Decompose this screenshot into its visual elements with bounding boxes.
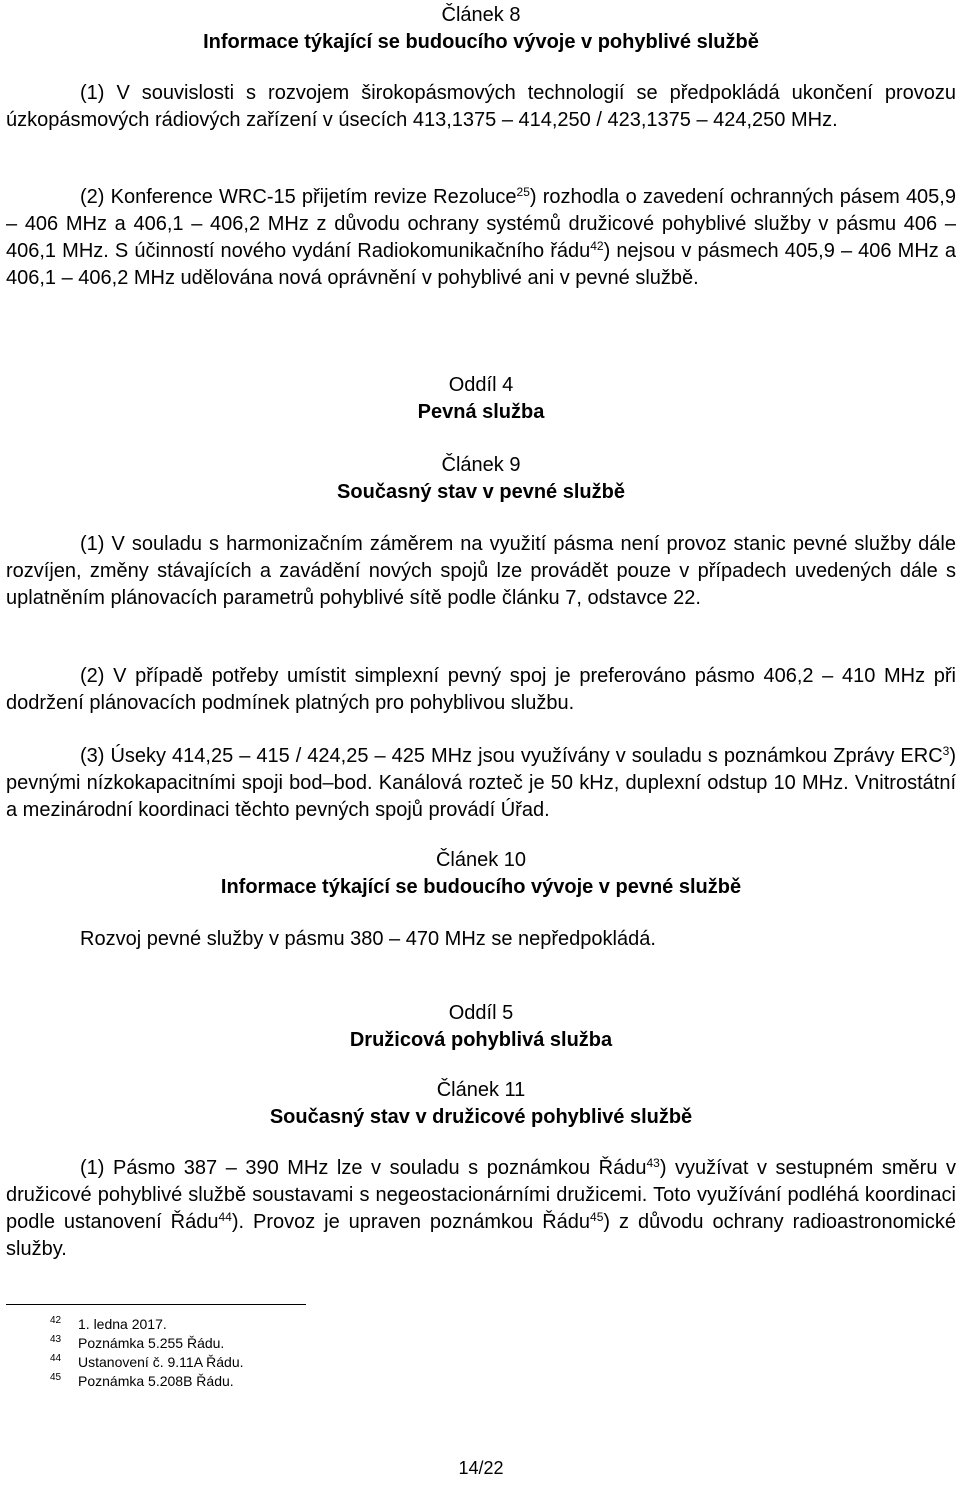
- footnote-number: 42: [50, 1315, 62, 1326]
- article-11-p1-text-c: ). Provoz je upraven poznámkou Řádu: [231, 1211, 591, 1233]
- article-9-title: Současný stav v pevné službě: [337, 481, 625, 503]
- article-9-paragraph-2: (2) V případě potřeby umístit simplexní pevný spoj je preferováno pásmo 406,2 – 410 MHz při dodržení plánovacích podmínek platných pro pohyblivou službu.: [6, 665, 956, 714]
- footnote-ref-44: 44: [218, 1210, 232, 1224]
- footnote-text: Poznámka 5.208B Řádu.: [78, 1373, 234, 1389]
- article-9-heading: [6, 452, 956, 506]
- article-8-title: Informace týkající se budoucího vývoje v pohyblivé službě: [203, 31, 759, 53]
- footnote-ref-42: 42: [590, 239, 604, 253]
- article-9-paragraph-1: (1) V souladu s harmonizačním záměrem na využití pásma není provoz stanic pevné služby dále rozvíjen, změny stávajících a zavádění nových spojů lze provádět pouze v případech uvedených dále s uplatněním plánovacích parametrů pohyblivé sítě podle článku 7, odstavce 22.: [6, 533, 956, 609]
- article-11-title: Současný stav v družicové pohyblivé službě: [269, 1106, 693, 1128]
- section-4-heading: [6, 372, 956, 426]
- article-8-number: Článek 8: [441, 4, 521, 26]
- footnote-ref-43: 43: [646, 1156, 660, 1170]
- footnote-text: Poznámka 5.255 Řádu.: [78, 1335, 225, 1351]
- article-8-p2-text-b: ) rozhodla o zavedení ochranných pásem 405,9 – 406 MHz a 406,1 – 406,2 MHz z důvodu ochrany systémů družicové pohyblivé služby v pásmu 406 – 406,1 MHz. S účinností nového vydání Radiokomunikačního řádu: [6, 186, 956, 262]
- article-8-paragraph-2: [6, 184, 956, 292]
- article-9-p3-text-a: (3) Úseky 414,25 – 415 / 424,25 – 425 MHz jsou využívány v souladu s poznámkou Zprávy ERC: [80, 745, 943, 767]
- footnote-item: [50, 1315, 244, 1334]
- footnote-list: [50, 1315, 244, 1391]
- article-11-number: Článek 11: [436, 1079, 526, 1101]
- section-5-number: Oddíl 5: [448, 1002, 514, 1024]
- article-8-p2-text-a: (2) Konference WRC-15 přijetím revize Rezoluce: [80, 186, 517, 208]
- footnote-text: 1. ledna 2017.: [78, 1316, 167, 1332]
- footnote-number: 44: [50, 1353, 62, 1364]
- footnote-ref-3: 3: [942, 744, 950, 758]
- section-5-title: Družicová pohyblivá služba: [349, 1029, 613, 1051]
- article-9-number: Článek 9: [441, 454, 521, 476]
- footnote-separator: [6, 1304, 306, 1305]
- footnote-item: [50, 1353, 244, 1372]
- section-4-title: Pevná služba: [417, 401, 545, 423]
- footnote-ref-45: 45: [590, 1210, 604, 1224]
- footnote-number: 43: [50, 1334, 62, 1345]
- footnote-number: 45: [50, 1372, 62, 1383]
- article-10-paragraph-1: Rozvoj pevné služby v pásmu 380 – 470 MHz se nepředpokládá.: [80, 928, 656, 950]
- article-9-paragraph-3: [6, 743, 956, 824]
- section-5-heading: [6, 1000, 956, 1054]
- article-11-p1-text-a: (1) Pásmo 387 – 390 MHz lze v souladu s poznámkou Řádu: [80, 1157, 647, 1179]
- article-9-p3-text-b: ) pevnými nízkokapacitními spoji bod–bod. Kanálová rozteč je 50 kHz, duplexní odstup 10 MHz. Vnitrostátní a mezinárodní koordinaci těchto pevných spojů provádí Úřad.: [6, 745, 956, 821]
- article-11-p1-text-b: ) využívat v sestupném směru v družicové pohyblivé službě soustavami s negeostacionárními družicemi. Toto využívání podléhá koordinaci podle ustanovení Řádu: [6, 1157, 956, 1233]
- article-11-heading: [6, 1077, 956, 1131]
- article-11-paragraph-1: [6, 1155, 956, 1263]
- article-8-p2-text-c: ) nejsou v pásmech 405,9 – 406 MHz a 406,1 – 406,2 MHz udělována nová oprávnění v pohyblivé ani v pevné službě.: [6, 240, 957, 289]
- page-number: 14/22: [458, 1458, 504, 1478]
- article-11-p1-text-d: ) z důvodu ochrany radioastronomické služby.: [6, 1211, 956, 1260]
- article-10-title: Informace týkající se budoucího vývoje v pevné službě: [220, 876, 742, 898]
- article-10-heading: [6, 847, 956, 901]
- footnote-item: [50, 1334, 244, 1353]
- article-8-heading: [6, 2, 956, 56]
- document-page: [6, 0, 956, 1488]
- footnote-ref-25: 25: [516, 185, 530, 199]
- article-8-paragraph-1: (1) V souvislosti s rozvojem širokopásmových technologií se předpokládá ukončení provozu úzkopásmových rádiových zařízení v úsecích 413,1375 – 414,250 / 423,1375 – 424,250 MHz.: [6, 82, 956, 131]
- section-4-number: Oddíl 4: [448, 374, 514, 396]
- footnote-item: [50, 1372, 244, 1391]
- footnote-text: Ustanovení č. 9.11A Řádu.: [78, 1354, 244, 1370]
- article-10-number: Článek 10: [435, 849, 527, 871]
